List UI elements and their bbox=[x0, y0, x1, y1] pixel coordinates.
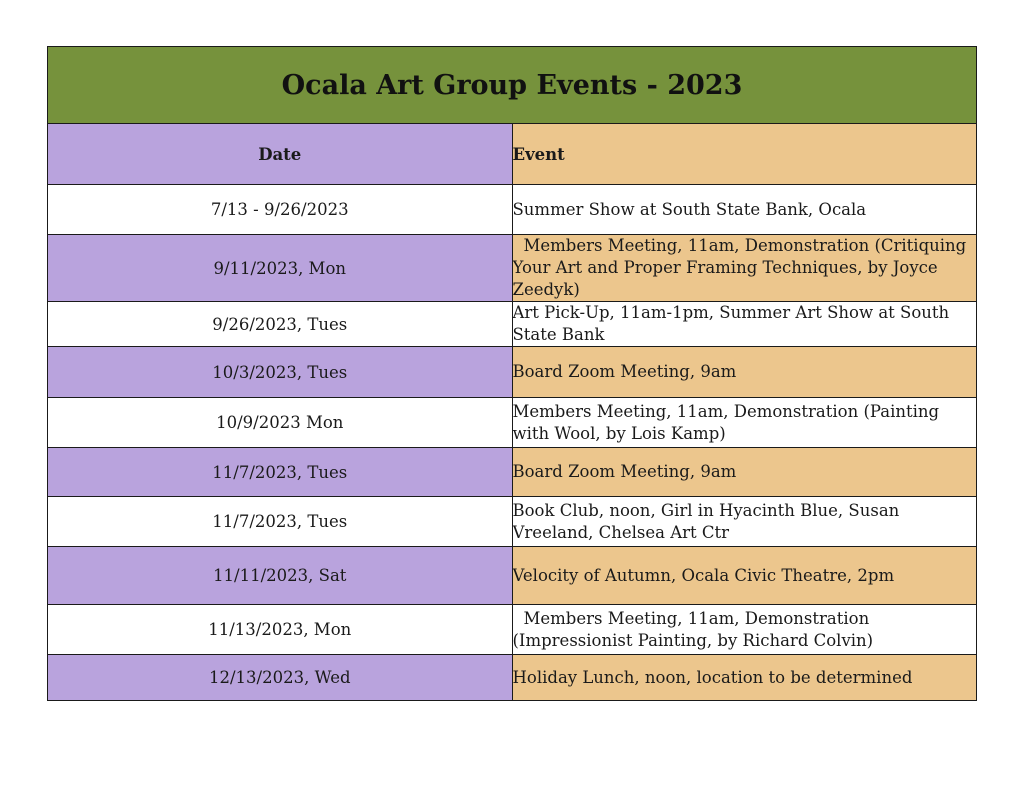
table-row bbox=[48, 185, 977, 235]
table-row bbox=[48, 398, 977, 448]
event-date: 11/7/2023, Tues bbox=[48, 497, 513, 547]
table-row bbox=[48, 497, 977, 547]
event-description: Members Meeting, 11am, Demonstration (Impressionist Painting, by Richard Colvin) bbox=[512, 605, 977, 655]
table-row bbox=[48, 347, 977, 398]
title-row bbox=[48, 47, 977, 124]
header-row bbox=[48, 124, 977, 185]
event-description: Summer Show at South State Bank, Ocala bbox=[512, 185, 977, 235]
event-description: Book Club, noon, Girl in Hyacinth Blue, Susan Vreeland, Chelsea Art Ctr bbox=[512, 497, 977, 547]
event-description: Members Meeting, 11am, Demonstration (Painting with Wool, by Lois Kamp) bbox=[512, 398, 977, 448]
table-row bbox=[48, 302, 977, 347]
event-date: 11/7/2023, Tues bbox=[48, 448, 513, 497]
table-row bbox=[48, 448, 977, 497]
event-description: Board Zoom Meeting, 9am bbox=[512, 448, 977, 497]
event-date: 7/13 - 9/26/2023 bbox=[48, 185, 513, 235]
event-date: 10/9/2023 Mon bbox=[48, 398, 513, 448]
page-title: Ocala Art Group Events - 2023 bbox=[48, 47, 977, 124]
table-row bbox=[48, 655, 977, 701]
table-row bbox=[48, 547, 977, 605]
column-header-date: Date bbox=[48, 124, 513, 185]
event-date: 12/13/2023, Wed bbox=[48, 655, 513, 701]
column-header-event: Event bbox=[512, 124, 977, 185]
table-row bbox=[48, 605, 977, 655]
event-date: 11/11/2023, Sat bbox=[48, 547, 513, 605]
event-description: Art Pick-Up, 11am-1pm, Summer Art Show at South State Bank bbox=[512, 302, 977, 347]
event-description: Velocity of Autumn, Ocala Civic Theatre, 2pm bbox=[512, 547, 977, 605]
event-date: 10/3/2023, Tues bbox=[48, 347, 513, 398]
event-description: Holiday Lunch, noon, location to be determined bbox=[512, 655, 977, 701]
events-table bbox=[47, 46, 977, 701]
table-row bbox=[48, 235, 977, 302]
event-date: 9/11/2023, Mon bbox=[48, 235, 513, 302]
event-date: 9/26/2023, Tues bbox=[48, 302, 513, 347]
event-description: Members Meeting, 11am, Demonstration (Critiquing Your Art and Proper Framing Techniques, by Joyce Zeedyk) bbox=[512, 235, 977, 302]
event-description: Board Zoom Meeting, 9am bbox=[512, 347, 977, 398]
event-date: 11/13/2023, Mon bbox=[48, 605, 513, 655]
